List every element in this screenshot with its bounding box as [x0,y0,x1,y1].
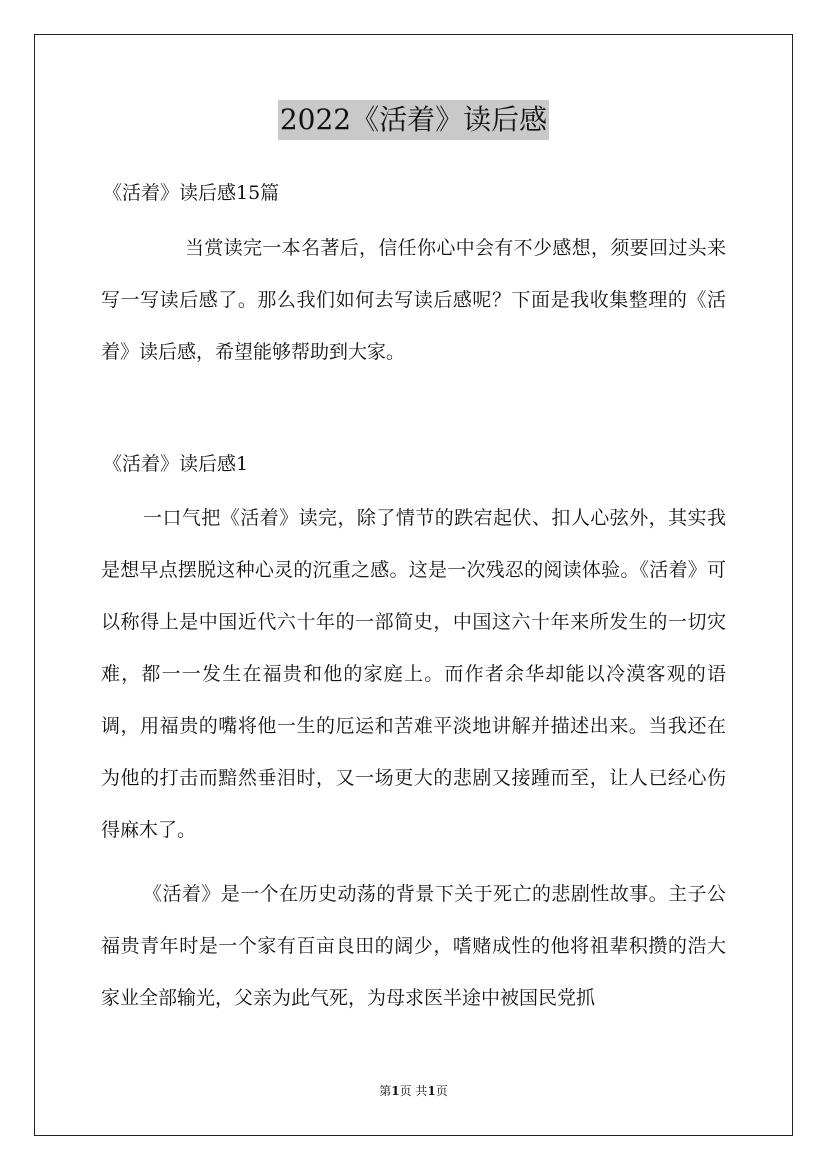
section-heading: 《活着》读后感1 [103,453,249,475]
footer-prefix: 第 [379,1084,392,1098]
document-subtitle: 《活着》读后感15篇 [103,182,280,204]
intro-paragraph: 当赏读完一本名著后，信任你心中会有不少感想，须要回过头来写一写读后感了。那么我们如何去写读后感呢？下面是我收集整理的《活着》读后感，希望能够帮助到大家。 [101,237,726,363]
footer-suffix: 页 [435,1084,448,1098]
footer-mid: 页 共 [399,1084,428,1098]
footer-page-total: 1 [427,1084,436,1098]
body-paragraph-1: 一口气把《活着》读完，除了情节的跌宕起伏、扣人心弦外，其实我是想早点摆脱这种心灵的沉重之感。这是一次残忍的阅读体验。《活着》可以称得上是中国近代六十年的一部简史，中国这六十年来所发生的一切灾难，都一一发生在福贵和他的家庭上。而作者余华却能以冷漠客观的语调，用福贵的嘴将他一生的厄运和苦难平淡地讲解并描述出来。当我还在为他的打击而黯然垂泪时，又一场更大的悲剧又接踵而至，让人已经心伤得麻木了。 [101,507,726,841]
title-container [0,100,827,140]
document-title: 2022《活着》读后感 [278,100,549,140]
page-footer [0,1082,827,1100]
footer-page-number: 1 [391,1084,400,1098]
body-paragraph-2: 《活着》是一个在历史动荡的背景下关于死亡的悲剧性故事。主子公福贵青年时是一个家有百亩良田的阔少，嗜赌成性的他将祖辈积攒的浩大家业全部输光，父亲为此气死，为母求医半途中被国民党抓 [101,883,726,1009]
